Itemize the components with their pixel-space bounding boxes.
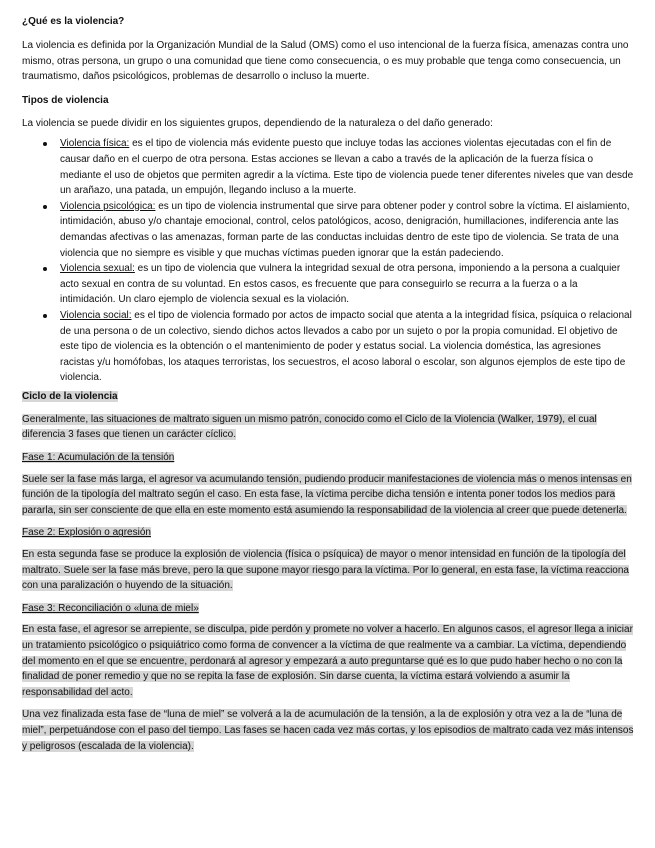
term-description: es el tipo de violencia más evidente puesto que incluye todas las acciones violentas ejecutadas con el fin de causar daño en el cuerpo de otra persona. Estas acciones se llevan a cabo a través de la aplicación de la fuerza física o mediante el uso de objetos que permiten agredir a la víctima. Este tipo de violencia puede tener diferentes niveles que van desde un arañazo, una patada, un empujón, llegando incluso a la muerte. <box>60 138 634 197</box>
phase-1-heading <box>22 450 634 466</box>
closing-paragraph <box>22 707 634 754</box>
term-label: Violencia psicológica: <box>60 200 156 212</box>
paragraph-ciclo <box>22 412 634 443</box>
document-page <box>22 14 634 754</box>
phase-3-paragraph <box>22 622 634 700</box>
paragraph-que-es: La violencia es definida por la Organización Mundial de la Salud (OMS) como el uso intencional de la fuerza física, amenazas contra uno mismo, otras persona, un grupo o una comunidad que tiene como consecuencia, o es muy probable que tenga como consecuencia, un traumatismo, daños psicológicos, problemas de desarrollo o incluso la muerte. <box>22 40 629 83</box>
paragraph-text: Una vez finalizada esta fase de “luna de miel” se volverá a la de acumulación de la tensión, a la de explosión y otra vez a la de “luna de miel”, perpetuándose con el paso del tiempo. Las fases se hacen cada vez más cortas, y los episodios de maltrato cada vez más intensos y peligrosos (escalada de la violencia). <box>22 709 634 752</box>
term-description: es un tipo de violencia que vulnera la integridad sexual de otra persona, imponiendo a la persona a cualquier acto sexual en contra de su voluntad. En estos casos, es frecuente que para conseguirlo se recurra a la fuerza o a la intimidación. Un claro ejemplo de violencia sexual es la violación. <box>60 263 621 306</box>
heading-text: Fase 1: Acumulación de la tensión <box>22 452 175 464</box>
term-label: Violencia física: <box>60 138 130 150</box>
heading-text: Ciclo de la violencia <box>22 390 118 402</box>
term-label: Violencia social: <box>60 309 132 321</box>
heading-text: Fase 3: Reconciliación o «luna de miel» <box>22 602 199 614</box>
paragraph-text: Suele ser la fase más larga, el agresor va acumulando tensión, pudiendo producir manifestaciones de violencia más o menos intensas en función de la tipología del maltrato según el caso. En esta fase, la víctima percibe dicha tensión e intenta poner todos los medios para pararla, sin ser consciente de que ella en este momento está asumiendo la responsabilidad de la violencia al creer que puede detenerla. <box>22 473 632 516</box>
list-item <box>22 308 634 386</box>
paragraph-text: Generalmente, las situaciones de maltrato siguen un mismo patrón, conocido como el Ciclo de la Violencia (Walker, 1979), el cual diferencia 3 fases que tienen un carácter cíclico. <box>22 413 597 441</box>
term-label: Violencia sexual: <box>60 263 135 275</box>
heading-text: Fase 2: Explosión o agresión <box>22 527 151 539</box>
phase-3-heading <box>22 601 634 617</box>
phase-2-heading <box>22 525 634 541</box>
paragraph-tipos-intro: La violencia se puede dividir en los siguientes grupos, dependiendo de la naturaleza o del daño generado: <box>22 117 493 129</box>
paragraph-text: En esta segunda fase se produce la explosión de violencia (física o psíquica) de mayor o menor intensidad en función de la tipología del maltrato. Suele ser la fase más breve, pero la que supone mayor riesgo para la víctima. Por lo general, en esta fase, la víctima reacciona con una paralización o huyendo de la situación. <box>22 549 629 592</box>
section-heading-ciclo <box>22 389 634 404</box>
term-description: es el tipo de violencia formado por actos de impacto social que atenta a la integridad física, psíquica o relacional de una persona o de un colectivo, siendo dichos actos llevados a cabo por un sujeto o por la propia comunidad. El objetivo de este tipo de violencia es la obtención o el mantenimiento de poder y estatus social. La violencia doméstica, las agresiones racistas y/u homófobas, los ataques terroristas, los secuestros, el acoso laboral o escolar, son algunos ejemplos de este tipo de violencia. <box>60 309 632 384</box>
list-item <box>22 136 634 198</box>
term-description: es un tipo de violencia instrumental que sirve para obtener poder y control sobre la víctima. El aislamiento, intimidación, abuso y/o chantaje emocional, control, celos patológicos, acoso, denigración, humillaciones, indiferencia ante las demandas afectivas o las amenazas, forman parte de las conductas incluidas dentro de este tipo de violencia. Se trata de una violencia que no siempre es visible y que muchas víctimas pueden ignorar que la están padeciendo. <box>60 200 630 259</box>
section-heading-tipos: Tipos de violencia <box>22 94 109 106</box>
list-item <box>22 199 634 261</box>
phase-2-paragraph <box>22 547 634 594</box>
section-heading-que-es: ¿Qué es la violencia? <box>22 16 125 27</box>
list-item <box>22 261 634 308</box>
violence-types-list <box>22 136 634 386</box>
phase-1-paragraph <box>22 472 634 519</box>
paragraph-text: En esta fase, el agresor se arrepiente, se disculpa, pide perdón y promete no volver a hacerlo. En algunos casos, el agresor llega a iniciar un tratamiento psicológico o psiquiátrico como forma de convencer a la víctima de que realmente va a cambiar. La víctima, dependiendo del momento en el que se encuentre, perdonará al agresor y empezará a auto preguntarse qué es lo que pudo haber hecho o no con la finalidad de poner remedio y que no se repita la fase de explosión. Sin darse cuenta, la víctima estará volviendo a asumir la responsabilidad del acto. <box>22 624 633 698</box>
